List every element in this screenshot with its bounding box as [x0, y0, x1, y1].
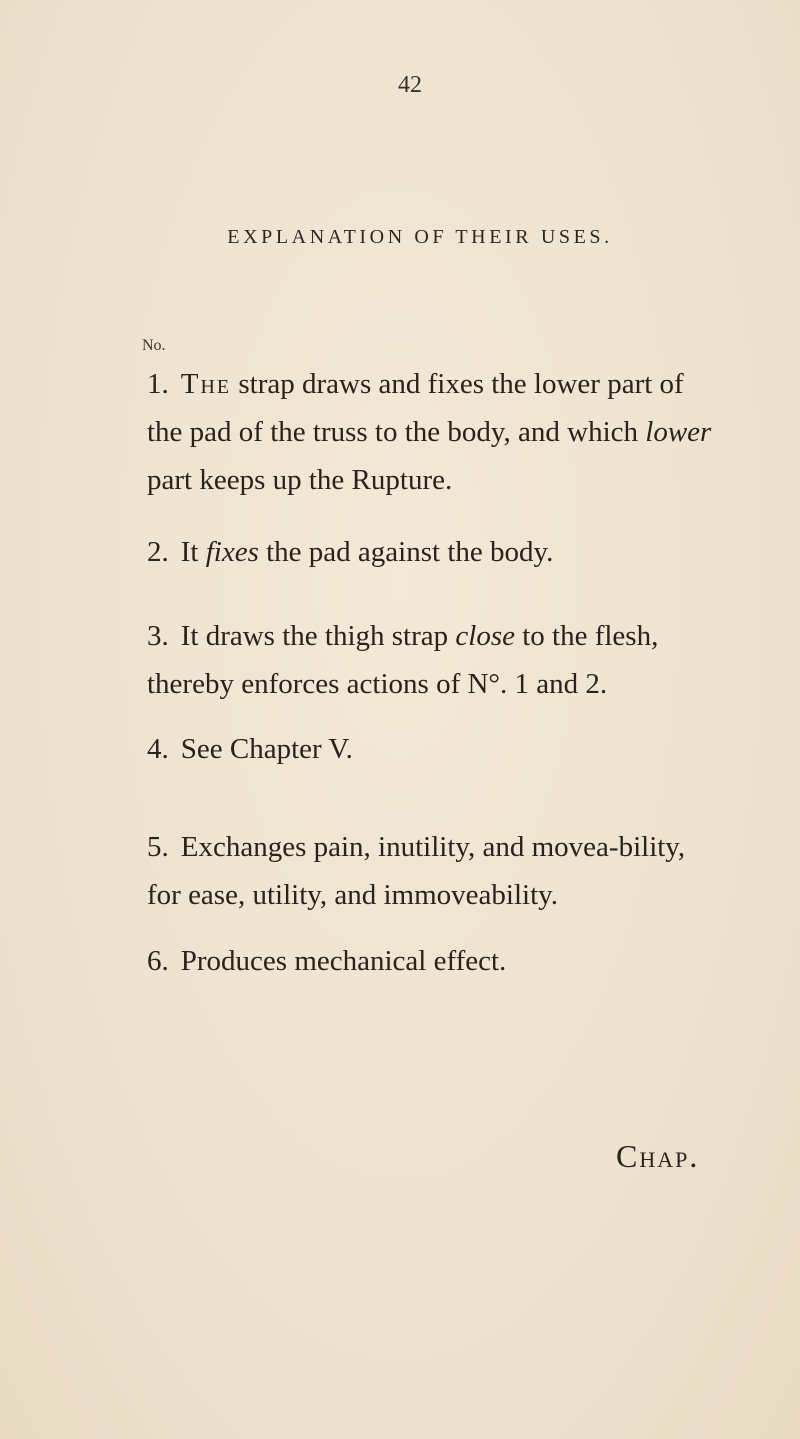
- item-text: It draws the thigh strap: [180, 620, 456, 652]
- item-text: See Chapter V.: [180, 733, 353, 765]
- item-text: the pad against the body.: [258, 536, 554, 568]
- item-number: 3.: [147, 620, 169, 652]
- number-column-label: No.: [142, 337, 166, 354]
- item-number: 4.: [147, 733, 169, 765]
- list-item: [147, 528, 717, 576]
- item-number: 6.: [147, 945, 169, 977]
- catchword: [616, 1138, 699, 1175]
- list-item: [147, 937, 717, 985]
- item-number: 5.: [147, 831, 169, 863]
- item-number: 1.: [147, 368, 169, 400]
- item-text: Exchanges pain, inutility, and movea-bility, for ease, utility, and immoveability.: [147, 831, 686, 911]
- list-item: [147, 725, 717, 773]
- item-text: Produces mechanical effect.: [180, 945, 507, 977]
- item-emphasis: close: [455, 620, 515, 652]
- item-text: It: [180, 536, 206, 568]
- item-number: 2.: [147, 536, 169, 568]
- list-item: [147, 612, 717, 708]
- list-item: [147, 823, 717, 919]
- catchword-text: Chap.: [616, 1138, 700, 1174]
- list-item: [147, 360, 717, 504]
- item-emphasis: fixes: [205, 536, 259, 568]
- item-emphasis: lower: [645, 416, 712, 448]
- lead-word: The: [180, 368, 232, 400]
- item-text: to the flesh, thereby enforces actions of N°. 1 and 2.: [147, 620, 659, 700]
- item-text: strap draws and fixes the lower part of the pad of the truss to the body, and which: [147, 368, 684, 448]
- section-heading: EXPLANATION OF THEIR USES.: [227, 226, 613, 248]
- page-number: 42: [398, 72, 422, 98]
- item-text: part keeps up the Rupture.: [147, 464, 453, 496]
